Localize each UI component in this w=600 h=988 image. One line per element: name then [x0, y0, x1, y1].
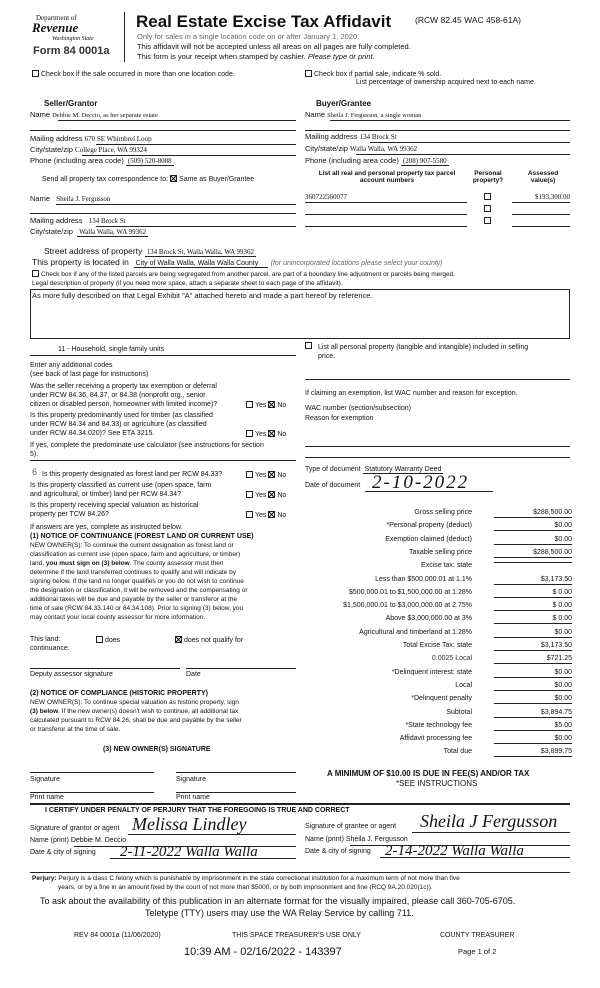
tax-row-label: Subtotal: [446, 708, 472, 716]
seller-city[interactable]: College Place, WA 99324: [75, 146, 147, 154]
additional-codes-label: Enter any additional codes: [30, 362, 113, 369]
tax-row-value[interactable]: $0.00: [494, 682, 572, 691]
q5-yes-label: Yes: [255, 512, 267, 519]
same-as-buyer-checkbox[interactable]: [170, 175, 177, 182]
tax-row-value[interactable]: $721.25: [494, 655, 572, 664]
notice-1-line-i: may contact your local county assessor for more information.: [30, 614, 206, 621]
tax-row-label: *Personal property (deduct): [386, 522, 472, 530]
header-note-2: This affidavit will not be accepted unless all areas on all pages are fully completed.: [137, 42, 411, 51]
tax-row-label: Less than $500,000.01 at 1.1%: [375, 575, 472, 583]
q2-line2: under RCW 84.34 and 84.33) or agriculture (as classified: [30, 421, 207, 428]
grantee-signature[interactable]: Sheila J Fergusson: [420, 811, 558, 831]
q2-no-label: No: [277, 431, 287, 438]
q3-yes-checkbox[interactable]: [246, 471, 253, 478]
personal-checkbox-1[interactable]: [484, 193, 491, 200]
personal-checkbox-2[interactable]: [484, 205, 491, 212]
notice-1-line-c2: you must sign on (3) below: [45, 560, 130, 567]
doc-type[interactable]: Statutory Warranty Deed: [364, 466, 442, 473]
buyer-phone-label: Phone (including area code): [305, 156, 399, 165]
tax-row-value[interactable]: $288,500.00: [494, 549, 572, 558]
tax-row-label: Excise tax: state: [421, 562, 472, 570]
tax-row-value[interactable]: $ 0.00: [494, 615, 572, 624]
tax-row: [302, 522, 572, 534]
perjury-text-2: years, or by a fine in an amount fixed by the court of not more than $5000, or by both imprisonment and fine (RCQ 9A.20.020(1c)).: [58, 884, 433, 891]
ifyes-line2: 5).: [30, 451, 39, 458]
corr-mail[interactable]: 134 Brock St: [88, 217, 126, 225]
land-doesnot-label: does not qualify for: [184, 637, 244, 644]
this-land-label: This land:: [30, 636, 61, 643]
personal-property-line2: price.: [318, 353, 336, 360]
segregate-label: Check box if any of the listed parcels are being segregated from another parcel, are part of a boundary line adjustment or parcels being merged.: [41, 271, 456, 278]
tax-row-label: *Delinquent interest: state: [391, 668, 472, 676]
tax-corr-label: Send all property tax correspondence to:: [42, 176, 169, 183]
dept-line1: Department of: [36, 14, 77, 22]
notice-1-heading: (1) NOTICE OF CONTINUANCE (FOREST LAND OR CURRENT USE): [30, 533, 254, 540]
dept-logo: Revenue: [32, 20, 79, 35]
page-title: Real Estate Excise Tax Affidavit: [136, 12, 392, 31]
q1-yes-label: Yes: [255, 402, 267, 409]
reason-label: Reason for exemption: [305, 415, 374, 422]
q1-line2: under RCW 84.36, 84.37, or 84.38 (nonprofit org., senior: [30, 392, 206, 399]
grantee-name-label: Name (print): [305, 836, 344, 843]
receipt-stamp: 10:39 AM - 02/16/2022 - 143397: [184, 946, 342, 958]
q5-no-checkbox[interactable]: [268, 511, 275, 518]
q5-yes-checkbox[interactable]: [246, 511, 253, 518]
tax-row-value[interactable]: $ 0.00: [494, 589, 572, 598]
legal-description: As more fully described on that Legal Exhibit "A" attached hereto and made a part hereof by reference.: [32, 291, 373, 300]
header-note-3b: Please type or print.: [307, 52, 375, 61]
exemption-note: If claiming an exemption, list WAC number and reason for exception.: [305, 390, 518, 397]
buyer-phone[interactable]: (208) 907-5580: [402, 157, 447, 165]
q1-line3: citizen or disabled person, homeowner with limited income)?: [30, 401, 218, 408]
same-as-buyer-label: Same as Buyer/Grantee: [179, 176, 255, 183]
notice-1-line-h: time of sale (RCW 84.33.140 or 84.34.108). Prior to signing (3) below, you: [30, 605, 244, 612]
seller-heading: Seller/Grantor: [44, 99, 98, 108]
seller-name[interactable]: Debbie M. Deccio, as her separate estate: [52, 112, 158, 119]
deputy-date-label: Date: [186, 671, 201, 678]
legal-label: Legal description of property (if you need more space, attach a separate sheet to each page of the affidavit).: [32, 280, 343, 287]
notice-1-line-g: additional taxes will be due and payable by the seller or transferor at the: [30, 596, 238, 603]
tax-row-label: Gross selling price: [414, 509, 472, 516]
notice-1-line-c1: land,: [30, 560, 46, 567]
q5-line1: Is this property receiving special valuation as historical: [30, 502, 199, 509]
new-owner-sig-label-2: Signature: [176, 776, 206, 783]
buyer-name-label: Name: [305, 110, 326, 119]
notice-3-heading: (3) NEW OWNER(S) SIGNATURE: [103, 746, 211, 753]
tax-row-label: Agricultural and timberland at 1.28%: [359, 628, 472, 636]
tax-row-value[interactable]: $ 0.00: [494, 602, 572, 611]
certify-statement: I CERTIFY UNDER PENALTY OF PERJURY THAT THE FOREGOING IS TRUE AND CORRECT: [45, 807, 350, 814]
grantor-date-city[interactable]: 2-11-2022 Walla Walla: [120, 844, 258, 860]
parcel-number[interactable]: 360722560077: [305, 193, 347, 201]
alt-format-line2: Teletype (TTY) users may use the WA Relay Service by calling 711.: [145, 908, 414, 918]
tax-row-value[interactable]: [494, 562, 572, 563]
land-does-label: does: [105, 637, 121, 644]
q1-no-checkbox[interactable]: [268, 401, 275, 408]
corr-mail-label: Mailing address: [30, 216, 83, 225]
tax-row: [302, 576, 572, 588]
tax-row-value[interactable]: $0.00: [494, 669, 572, 678]
q3-no-label: No: [277, 472, 287, 479]
personal-property-checkbox[interactable]: [305, 342, 312, 349]
tax-row: [302, 602, 572, 614]
partial-sale-checkbox[interactable]: [305, 70, 312, 77]
notice-2-line-c: calculated pursuant to RCW 84.26, shall be due and payable by the seller: [30, 717, 242, 724]
tax-row-value[interactable]: $3,173.50: [494, 576, 572, 585]
tax-row-label: Above $3,000,000.00 at 3%: [385, 615, 472, 623]
corr-city[interactable]: Walla Walla, WA 99362: [79, 228, 147, 236]
tax-row-value[interactable]: $288,500.00: [494, 509, 572, 518]
location-select[interactable]: City of Walla Walla, Walla Walla County: [134, 260, 269, 268]
tax-row: [302, 562, 572, 574]
land-does-checkbox[interactable]: [96, 636, 103, 643]
multi-location-checkbox[interactable]: [32, 70, 39, 77]
grantor-date-label: Date & city of signing: [30, 849, 96, 856]
tax-row: [302, 682, 572, 694]
ifyes-line1: If yes, complete the predominate use calculator (see instructions for section: [30, 442, 264, 449]
buyer-mail-label: Mailing address: [305, 132, 358, 141]
tax-row-value[interactable]: $0.00: [494, 695, 572, 704]
tax-row-label: Exemption claimed (deduct): [385, 535, 472, 543]
grantor-name-label: Name (print): [30, 837, 69, 844]
q5-no-label: No: [277, 512, 287, 519]
doc-type-label: Type of document: [305, 466, 361, 473]
buyer-name[interactable]: Sheila J. Fergusson, a single woman: [327, 112, 422, 119]
location-hint: (for unincorporated locations please select your county): [270, 260, 443, 267]
deputy-signature-label: Deputy assessor signature: [30, 671, 113, 678]
tax-row-value[interactable]: $3,894.75: [494, 709, 572, 718]
assessed-header: Assessed value(s): [527, 170, 559, 185]
tax-row: [302, 589, 572, 601]
grantee-date-city[interactable]: 2-14-2022 Walla Walla: [385, 843, 524, 859]
tax-row-label: $1,500,000.01 to $3,000,000.00 at 2.75%: [343, 602, 472, 610]
header-note-3: This form is your receipt when stamped by cashier.: [137, 52, 306, 61]
q2-no-checkbox[interactable]: [268, 430, 275, 437]
buyer-heading: Buyer/Grantee: [316, 99, 372, 108]
personal-checkbox-3[interactable]: [484, 217, 491, 224]
minimum-fee-note: A MINIMUM OF $10.00 IS DUE IN FEE(S) AND/OR TAX: [327, 769, 530, 778]
tax-row-label: Total Excise Tax: state: [402, 642, 472, 649]
new-owner-print-label-2: Print name: [176, 794, 210, 801]
tax-row: [302, 549, 572, 561]
q5-line2: property per TCW 84.26?: [30, 511, 109, 518]
alt-format-line1: To ask about the availability of this publication in an alternate format for the visually impaired, please call 360-705-6705.: [40, 896, 516, 906]
partial-sale-label: Check box if partial sale, indicate % sold.: [314, 71, 442, 78]
continuance-label: continuance.: [30, 645, 70, 652]
seller-mail[interactable]: 670 SE Whimbrel Loop: [84, 135, 152, 143]
tax-row-label: Local: [455, 681, 472, 689]
new-owner-sig-label-1: Signature: [30, 776, 60, 783]
tax-row-value[interactable]: $0.00: [494, 735, 572, 744]
doc-date-label: Date of document: [305, 482, 361, 489]
q2-line3: under RCW 84.34.020)? See ETA 3215.: [30, 430, 155, 437]
tax-row: [302, 642, 572, 654]
tax-row-value[interactable]: $0.00: [494, 522, 572, 531]
assessed-value[interactable]: $193,300.00: [535, 193, 570, 201]
tax-row-value[interactable]: $5.00: [494, 722, 572, 731]
perjury-label: Perjury:: [32, 875, 57, 882]
personal-header: Personal property?: [472, 170, 504, 185]
seller-phone[interactable]: (509) 520-8088: [127, 157, 172, 165]
wac-label: WAC number (section/subsection): [305, 405, 411, 412]
tax-row-label: $500,000.01 to $1,500,000.00 at 1.28%: [349, 588, 472, 596]
tax-row: [302, 536, 572, 548]
buyer-city-label: City/state/zip: [305, 144, 348, 153]
tax-row-label: Taxable selling price: [408, 548, 472, 556]
notice-1-line-c3: . The county assessor must then: [129, 560, 224, 567]
corr-name[interactable]: Sheila J. Fergusson: [56, 195, 111, 203]
notice-1-line-f: the designation or classification, it will be removed and the compensating or: [30, 587, 248, 594]
q1-no-label: No: [277, 402, 287, 409]
tax-row-label: Total due: [443, 748, 472, 756]
tax-row-value[interactable]: $3,173.50: [494, 642, 572, 651]
answers-note: If answers are yes, complete as instructed below.: [30, 524, 183, 531]
q3-text: Is this property designated as forest land per RCW 84.33?: [42, 471, 223, 478]
tax-row-label: *Delinquent penalty: [411, 695, 472, 703]
tax-row: [302, 722, 572, 734]
grantor-name[interactable]: Debbie M. Deccio: [70, 837, 127, 844]
use-code[interactable]: 11 - Household, single family units: [58, 346, 165, 353]
new-owner-print-label-1: Print name: [30, 794, 64, 801]
page-number: Page 1 of 2: [458, 947, 497, 956]
seller-city-label: City/state/zip: [30, 145, 73, 154]
notice-2-line-d: or transferor at the time of sale.: [30, 726, 121, 733]
tax-row-label: *State technology fee: [405, 721, 472, 729]
tax-row-value[interactable]: $0.00: [494, 536, 572, 545]
q1-line1: Was the seller receiving a property tax exemption or deferral: [30, 383, 217, 390]
notice-2-line-b1: (3) below: [30, 708, 59, 715]
street-label: Street address of property: [44, 246, 143, 256]
q3-yes-label: Yes: [255, 472, 267, 479]
tax-row: [302, 748, 572, 760]
q2-line1: Is this property predominantly used for timber (as classified: [30, 412, 213, 419]
notice-2-line-a: NEW OWNER(S): To continue special valuation as historic property, sign: [30, 699, 239, 706]
additional-codes-note: (see back of last page for instructions): [30, 371, 149, 378]
grantor-sig-label: Signature of grantor or agent: [30, 825, 120, 832]
q4-no-label: No: [277, 492, 287, 499]
see-instructions: *SEE INSTRUCTIONS: [396, 779, 478, 788]
q2-yes-label: Yes: [255, 431, 267, 438]
grantee-name[interactable]: Sheila J. Fergusson: [345, 836, 408, 843]
tax-row: [302, 709, 572, 721]
q3-no-checkbox[interactable]: [268, 471, 275, 478]
corr-city-label: City/state/zip: [30, 227, 73, 236]
doc-date[interactable]: 2-10-2022: [372, 472, 470, 493]
seller-phone-label: Phone (including area code): [30, 156, 124, 165]
land-doesnot-checkbox[interactable]: [175, 636, 182, 643]
tax-row-label: 0.0025 Local: [431, 655, 472, 663]
seller-name-label: Name: [30, 110, 51, 119]
street-address[interactable]: 134 Brock St, Walla Walla, WA 99362: [146, 248, 255, 256]
county-treasurer: COUNTY TREASURER: [440, 932, 515, 939]
notice-1-line-b: classification as current use (open space, farm and agriculture, or timber): [30, 551, 241, 558]
notice-1-line-d: determine if the land transferred continues to qualify and will indicate by: [30, 569, 236, 576]
treasurer-use: THIS SPACE TREASURER'S USE ONLY: [232, 932, 361, 939]
tax-row: [302, 669, 572, 681]
corr-name-label: Name: [30, 194, 51, 203]
q4-line2: and agricultural, or timber) land per RCW 84.34?: [30, 491, 181, 498]
tax-row-value[interactable]: $3,899.75: [494, 748, 572, 757]
personal-property-line1: List all personal property (tangible and intangible) included in selling: [318, 344, 529, 351]
q4-line1: Is this property classified as current use (open space, farm: [30, 482, 212, 489]
tax-row: [302, 615, 572, 627]
grantor-signature[interactable]: Melissa Lindley: [132, 814, 247, 834]
revision-number: REV 84 0001a (11/06/2020): [74, 932, 161, 939]
grantee-date-label: Date & city of signing: [305, 848, 371, 855]
q4-yes-label: Yes: [255, 492, 267, 499]
section-6-number: 6: [32, 467, 38, 477]
tax-row: [302, 695, 572, 707]
dept-line3: Washington State: [52, 36, 94, 42]
seller-mail-label: Mailing address: [30, 134, 83, 143]
multi-location-label: Check box if the sale occurred in more than one location code.: [41, 71, 235, 78]
q2-yes-checkbox[interactable]: [246, 430, 253, 437]
q4-no-checkbox[interactable]: [268, 491, 275, 498]
tax-row-value[interactable]: $0.00: [494, 629, 572, 638]
buyer-mail[interactable]: 134 Brock St: [359, 133, 397, 141]
location-label: This property is located in: [32, 257, 129, 267]
notice-2-heading: (2) NOTICE OF COMPLIANCE (HISTORIC PROPERTY): [30, 690, 208, 697]
header-note-1: Only for sales in a single location code on or after January 1, 2020.: [137, 32, 360, 41]
notice-1-line-e: signing below. If the land no longer qualifies or you do not wish to continue: [30, 578, 244, 585]
segregate-checkbox[interactable]: [32, 270, 39, 277]
tax-row: [302, 509, 572, 521]
tax-row: [302, 735, 572, 747]
tax-row: [302, 629, 572, 641]
partial-sale-note: List percentage of ownership acquired next to each name.: [356, 79, 536, 86]
notice-2-line-b2: . If the new owner(s) doesn't wish to continue, all additional tax: [58, 708, 239, 715]
q4-yes-checkbox[interactable]: [246, 491, 253, 498]
parcel-header: List all real and personal property tax parcel account numbers: [318, 170, 456, 185]
buyer-city[interactable]: Walla Walla, WA 99362: [350, 145, 418, 153]
perjury-text: Perjury is a class C felony which is punishable by imprisonment in the state correctional institution for a maximum term of not more than five: [58, 875, 460, 882]
q1-yes-checkbox[interactable]: [246, 401, 253, 408]
grantee-sig-label: Signature of grantee or agent: [305, 823, 397, 830]
tax-row-label: Affidavit processing fee: [399, 735, 472, 743]
rcw-ref: (RCW 82.45 WAC 458-61A): [415, 15, 521, 25]
form-number: Form 84 0001a: [33, 45, 110, 57]
tax-row: [302, 655, 572, 667]
notice-1-line-a: NEW OWNER(S): To continue the current designation as forest land or: [30, 542, 234, 549]
